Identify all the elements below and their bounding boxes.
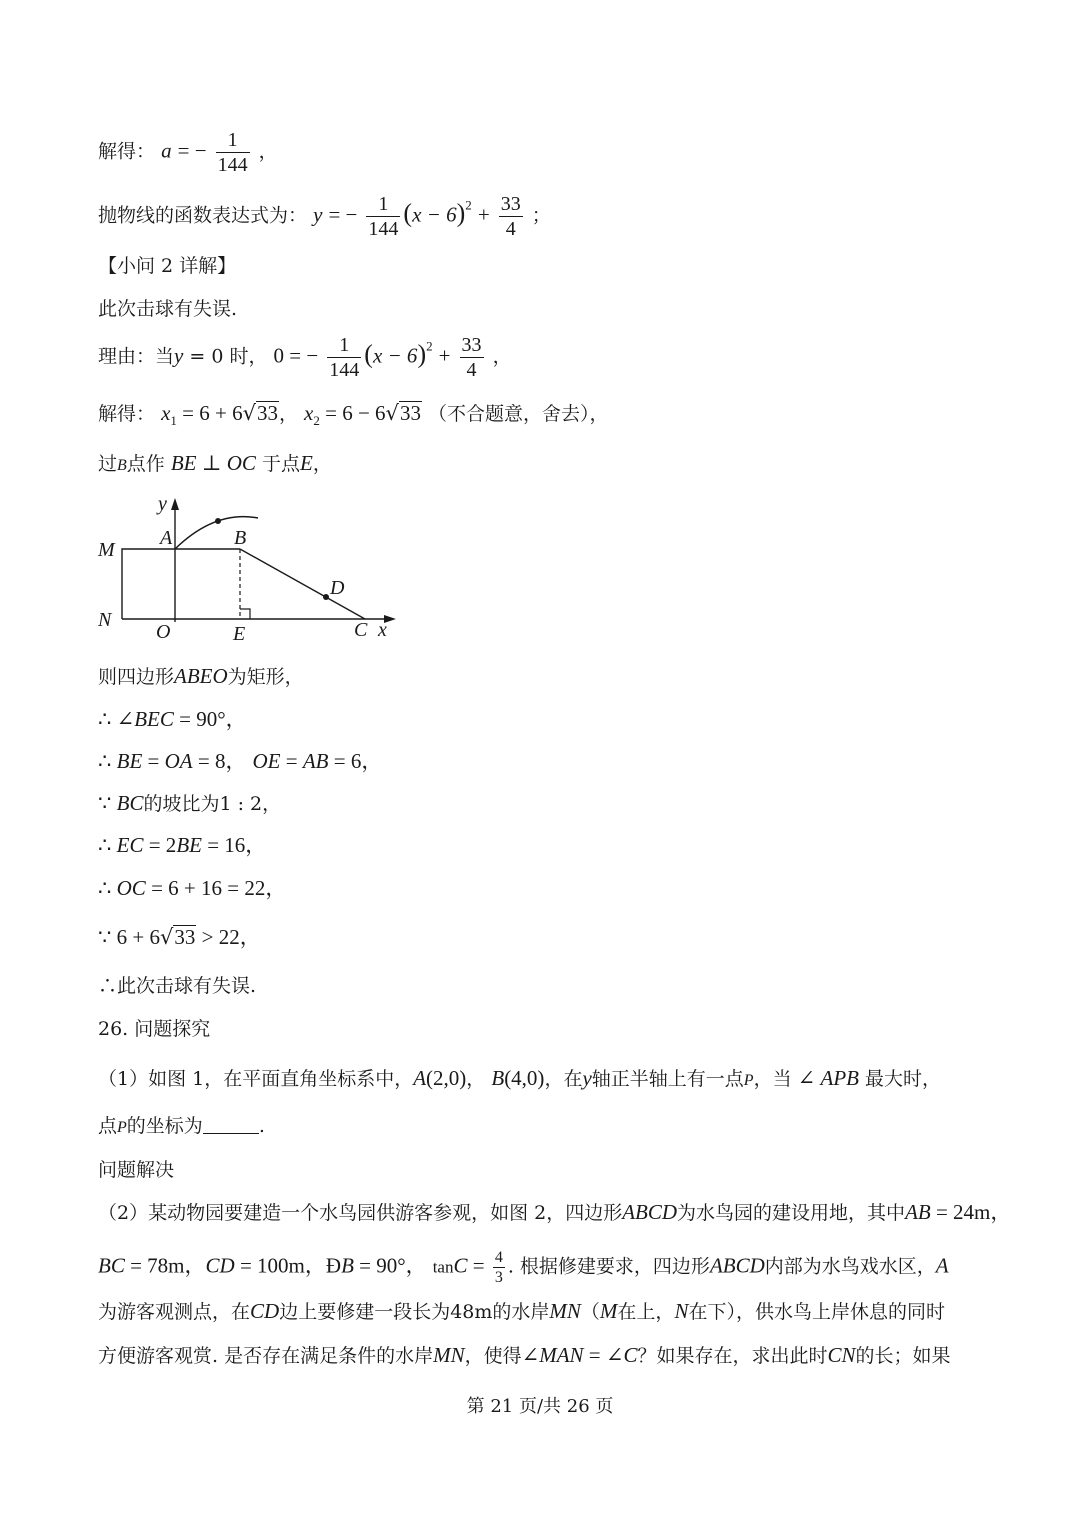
punct: ， — [312, 453, 332, 475]
expr: = 100m， — [234, 1253, 326, 1278]
symbol: ∴ ∠ — [98, 707, 135, 731]
text: 则四边形 — [98, 666, 175, 688]
text: （2）某动物园要建造一个水鸟园供游客参观，如图 2，四边形 — [98, 1202, 623, 1224]
text: 于点 — [262, 453, 301, 475]
var: BEC — [134, 707, 174, 731]
var: OC — [226, 451, 256, 475]
numerator: 33 — [461, 334, 482, 356]
y-axis-arrow — [171, 498, 179, 510]
var: A — [413, 1066, 427, 1090]
label-m: M — [98, 539, 115, 561]
symbol: ∵ — [98, 791, 117, 815]
var-y: y — [313, 202, 323, 227]
proof-line-7 — [98, 924, 261, 951]
punct: ， — [466, 1068, 486, 1090]
var: P — [743, 1072, 754, 1089]
equals: = − — [177, 138, 207, 163]
var: y — [582, 1066, 592, 1090]
angle: ∠C — [605, 1343, 638, 1367]
equals: = — [583, 1343, 606, 1367]
text: 轴正半轴上有一点 — [591, 1068, 744, 1090]
proof-line-4 — [98, 790, 281, 817]
expr: = 6 + 6 — [176, 401, 243, 425]
var: AB — [905, 1200, 931, 1224]
plus: + — [477, 202, 490, 227]
var: B — [117, 457, 127, 474]
angle: ∠MAN — [521, 1343, 584, 1367]
ball-point — [215, 518, 221, 524]
var: OE — [252, 749, 281, 773]
symbol: ⊥ — [196, 451, 227, 475]
denominator: 144 — [329, 359, 360, 381]
fraction — [460, 333, 484, 382]
fraction — [366, 192, 400, 241]
punct: ； — [531, 204, 551, 227]
plus: + — [438, 343, 451, 368]
label-d: D — [330, 577, 345, 599]
text: 为游客观测点，在 — [98, 1301, 251, 1323]
expr: = 2 — [143, 833, 177, 857]
var: OC — [116, 876, 146, 900]
fraction — [499, 192, 523, 241]
text: ，使得 — [464, 1345, 522, 1367]
expr: = 24m， — [930, 1200, 1012, 1224]
text: 的长；如果 — [855, 1345, 951, 1367]
punct: ， — [492, 345, 512, 368]
fraction — [216, 128, 250, 177]
denominator: 4 — [460, 357, 484, 382]
radical-sign: √ — [159, 925, 174, 949]
punct: . — [258, 1115, 265, 1137]
proof-line-6 — [98, 875, 286, 902]
equals: = − — [328, 202, 358, 227]
question-26-heading: 26. 问题探究 — [98, 1018, 211, 1040]
conclusion-line: 此次击球有失误. — [98, 298, 238, 320]
text: 抛物线的函数表达式为： — [98, 204, 308, 227]
text: 为矩形， — [227, 666, 304, 688]
text: 边上要修建一段长为48m的水岸 — [279, 1301, 550, 1323]
radicand: 33 — [399, 401, 421, 425]
q26-part2-line1 — [98, 1199, 1011, 1226]
q26-part2-line2 — [98, 1248, 949, 1287]
punct: ， — [258, 140, 278, 163]
label-y: y — [158, 493, 167, 515]
expr: = 78m， — [124, 1253, 206, 1278]
expr: = 6， — [328, 749, 383, 773]
paren: ) — [417, 339, 427, 369]
exponent: 2 — [465, 197, 472, 213]
tan: tan — [432, 1257, 454, 1277]
expr: = 8， — [192, 749, 247, 773]
text: ，当 — [753, 1068, 792, 1090]
roots-line — [98, 400, 609, 434]
proof-line-5 — [98, 832, 266, 859]
denominator: 4 — [499, 216, 523, 241]
var: AB — [302, 749, 329, 773]
symbol: Ð — [325, 1253, 342, 1278]
reason-line — [98, 333, 512, 382]
radical-sign: √ — [385, 401, 399, 425]
radicand: 33 — [256, 401, 278, 425]
subscript: 1 — [170, 413, 177, 428]
label-a: A — [160, 527, 173, 549]
var: B — [491, 1066, 505, 1090]
text: 方便游客观赏. 是否存在满足条件的水岸 — [98, 1345, 434, 1367]
fraction — [493, 1248, 505, 1287]
text: 解得： — [98, 140, 156, 163]
expr: = — [142, 749, 165, 773]
var: CD — [205, 1253, 235, 1278]
text: （1）如图 1，在平面直角坐标系中， — [98, 1068, 414, 1090]
parabola-expression-line — [98, 192, 551, 241]
numerator: 1 — [378, 193, 389, 215]
symbol: ∴ — [98, 833, 117, 857]
var-a: a — [161, 138, 172, 163]
answer-blank — [203, 1115, 259, 1134]
radicand: 33 — [174, 925, 196, 949]
var: CN — [827, 1343, 856, 1367]
text: 在上， — [617, 1301, 675, 1323]
punct: ， — [278, 403, 298, 425]
text: （ — [580, 1301, 600, 1323]
equals: = — [467, 1253, 490, 1278]
numerator: 1 — [227, 129, 238, 151]
label-c: C — [354, 619, 368, 641]
symbol: ∴ — [98, 876, 117, 900]
var-x1: x — [161, 401, 171, 425]
var: EC — [116, 833, 144, 857]
subquestion-heading: 【小问 2 详解】 — [98, 255, 237, 277]
var: BC — [98, 1253, 125, 1278]
var: N — [674, 1299, 689, 1323]
var: E — [300, 451, 313, 475]
label-b: B — [234, 527, 247, 549]
var: MN — [433, 1343, 465, 1367]
fraction — [327, 333, 361, 382]
coords: (4,0) — [504, 1066, 545, 1090]
expr: = — [280, 749, 303, 773]
geometry-figure — [90, 490, 410, 650]
paren: ( — [364, 339, 373, 369]
paren: ( — [403, 198, 413, 228]
text: . 根据修建要求，四边形 — [507, 1255, 710, 1278]
text: ？如果存在，求出此时 — [637, 1345, 828, 1367]
numerator: 33 — [500, 193, 521, 215]
numerator: 1 — [339, 334, 350, 356]
var: MN — [549, 1299, 581, 1323]
var: BE — [170, 451, 197, 475]
problem-solving-heading: 问题解决 — [98, 1159, 175, 1181]
symbol: ∴ — [98, 749, 117, 773]
coords: (2,0) — [426, 1066, 467, 1090]
q26-part2-line4 — [98, 1342, 951, 1369]
paren: ) — [456, 198, 466, 228]
var: P — [117, 1119, 127, 1136]
q26-part1-answer — [98, 1113, 265, 1141]
proof-line-3 — [98, 748, 382, 775]
denominator: 144 — [368, 218, 399, 240]
label-n: N — [98, 609, 112, 631]
right-angle-mark — [240, 609, 250, 619]
expr: ∵ 6 + 6 — [98, 925, 160, 949]
var: CD — [250, 1299, 280, 1323]
text: 为水鸟园的建设用地，其中 — [677, 1202, 906, 1224]
text: = 0 时， — [183, 345, 268, 368]
var: A — [935, 1253, 949, 1278]
proof-conclusion: ∴此次击球有失误. — [98, 975, 257, 997]
label-o: O — [156, 621, 171, 643]
label-x: x — [378, 619, 387, 641]
var: C — [453, 1253, 468, 1278]
text: 的坡比为1 : 2， — [143, 793, 282, 815]
rect-mn — [122, 549, 175, 619]
expr: = 6 − 6 — [319, 401, 386, 425]
text: ，在 — [544, 1068, 583, 1090]
text: 解得： — [98, 403, 156, 425]
proof-line-2 — [98, 706, 247, 733]
page-footer: 第 21 页/共 26 页 — [466, 1396, 614, 1417]
denominator: 3 — [494, 1269, 503, 1286]
var-x2: x — [304, 401, 314, 425]
expr: x − 6 — [412, 202, 457, 227]
q26-part2-line3 — [98, 1298, 945, 1325]
text: 内部为水鸟戏水区， — [764, 1255, 936, 1278]
var: ABCD — [622, 1200, 678, 1224]
radical-sign: √ — [242, 401, 256, 425]
text: 理由：当 — [98, 345, 175, 368]
var: OA — [164, 749, 193, 773]
angle: ∠ APB — [797, 1066, 859, 1090]
expr: = 6 + 16 = 22， — [145, 876, 287, 900]
point-d — [323, 594, 329, 600]
expr: = 90°， — [353, 1253, 427, 1278]
var: M — [599, 1299, 618, 1323]
var: ABEO — [174, 664, 228, 688]
expr: > 22， — [196, 925, 261, 949]
expr: = 90°， — [173, 707, 247, 731]
text: 过 — [98, 453, 118, 475]
text: 点 — [98, 1115, 118, 1137]
expr: = 16， — [201, 833, 267, 857]
label-e: E — [233, 623, 246, 645]
var: BE — [116, 749, 143, 773]
var: BC — [116, 791, 144, 815]
proof-line-1 — [98, 663, 304, 690]
text: 最大时， — [865, 1068, 942, 1090]
subscript: 2 — [313, 413, 320, 428]
segment-bc — [240, 549, 365, 619]
expr: x − 6 — [372, 343, 418, 368]
text: 的坐标为 — [126, 1115, 203, 1137]
text: 点作 — [126, 453, 165, 475]
construction-line — [98, 450, 332, 479]
numerator: 4 — [494, 1249, 503, 1266]
exponent: 2 — [426, 338, 433, 354]
var: BE — [176, 833, 202, 857]
solution-line-a — [98, 128, 278, 177]
var: ABCD — [709, 1253, 765, 1278]
var: B — [341, 1253, 354, 1278]
denominator: 144 — [217, 154, 248, 176]
q26-part1 — [98, 1065, 941, 1094]
equation: 0 = − — [273, 343, 319, 368]
note: （不合题意，舍去）， — [427, 403, 609, 425]
text: 在下），供水鸟上岸休息的同时 — [688, 1301, 945, 1323]
var-y: y — [174, 343, 184, 368]
